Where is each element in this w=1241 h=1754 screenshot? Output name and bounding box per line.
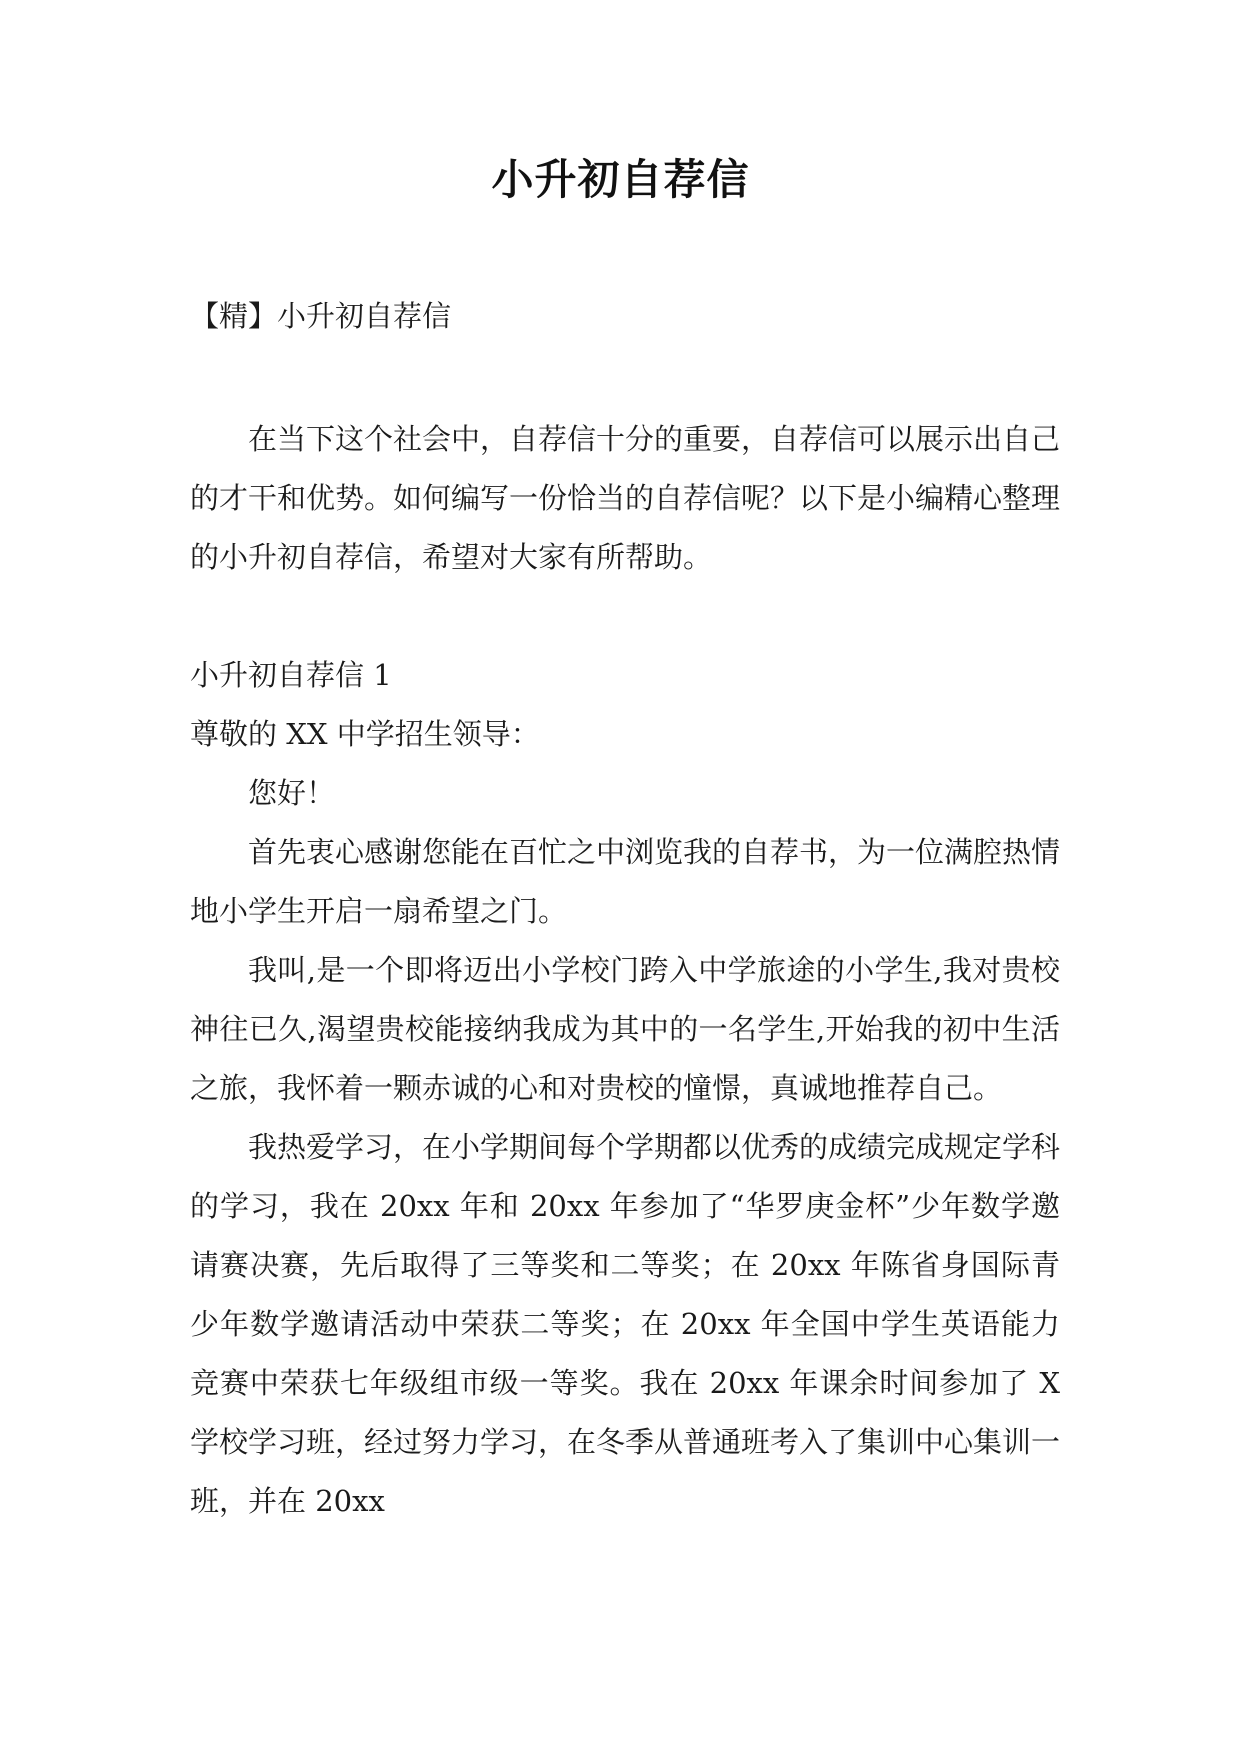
- intro-paragraph: 在当下这个社会中，自荐信十分的重要，自荐信可以展示出自己的才干和优势。如何编写一份恰当的自荐信呢？以下是小编精心整理的小升初自荐信，希望对大家有所帮助。: [190, 422, 1061, 574]
- document-subtitle: 【精】小升初自荐信: [190, 299, 452, 333]
- body-paragraph: 首先衷心感谢您能在百忙之中浏览我的自荐书，为一位满腔热情地小学生开启一扇希望之门。: [190, 835, 1061, 928]
- salutation: 尊敬的 XX 中学招生领导：: [190, 717, 540, 751]
- section-heading: 小升初自荐信 1: [190, 658, 392, 692]
- document-title: 小升初自荐信: [491, 155, 750, 204]
- body-paragraph: 我叫,是一个即将迈出小学校门跨入中学旅途的小学生,我对贵校神往已久,渴望贵校能接纳我成为其中的一名学生,开始我的初中生活之旅，我怀着一颗赤诚的心和对贵校的憧憬，真诚地推荐自己。: [190, 953, 1060, 1105]
- body-paragraph: 我热爱学习，在小学期间每个学期都以优秀的成绩完成规定学科的学习，我在 20xx 年和 20xx 年参加了“华罗庚金杯”少年数学邀请赛决赛，先后取得了三等奖和二等奖；在 20xx 年陈省身国际青少年数学邀请活动中荣获二等奖；在 20xx 年全国中学生英语能力竞赛中荣获七年级组市级一等奖。我在 20xx 年课余时间参加了 X 学校学习班，经过努力学习，在冬季从普通班考入了集训中心集训一班，并在 20xx: [190, 1130, 1061, 1518]
- letter-body: [190, 646, 1060, 1531]
- greeting: 您好！: [248, 776, 336, 810]
